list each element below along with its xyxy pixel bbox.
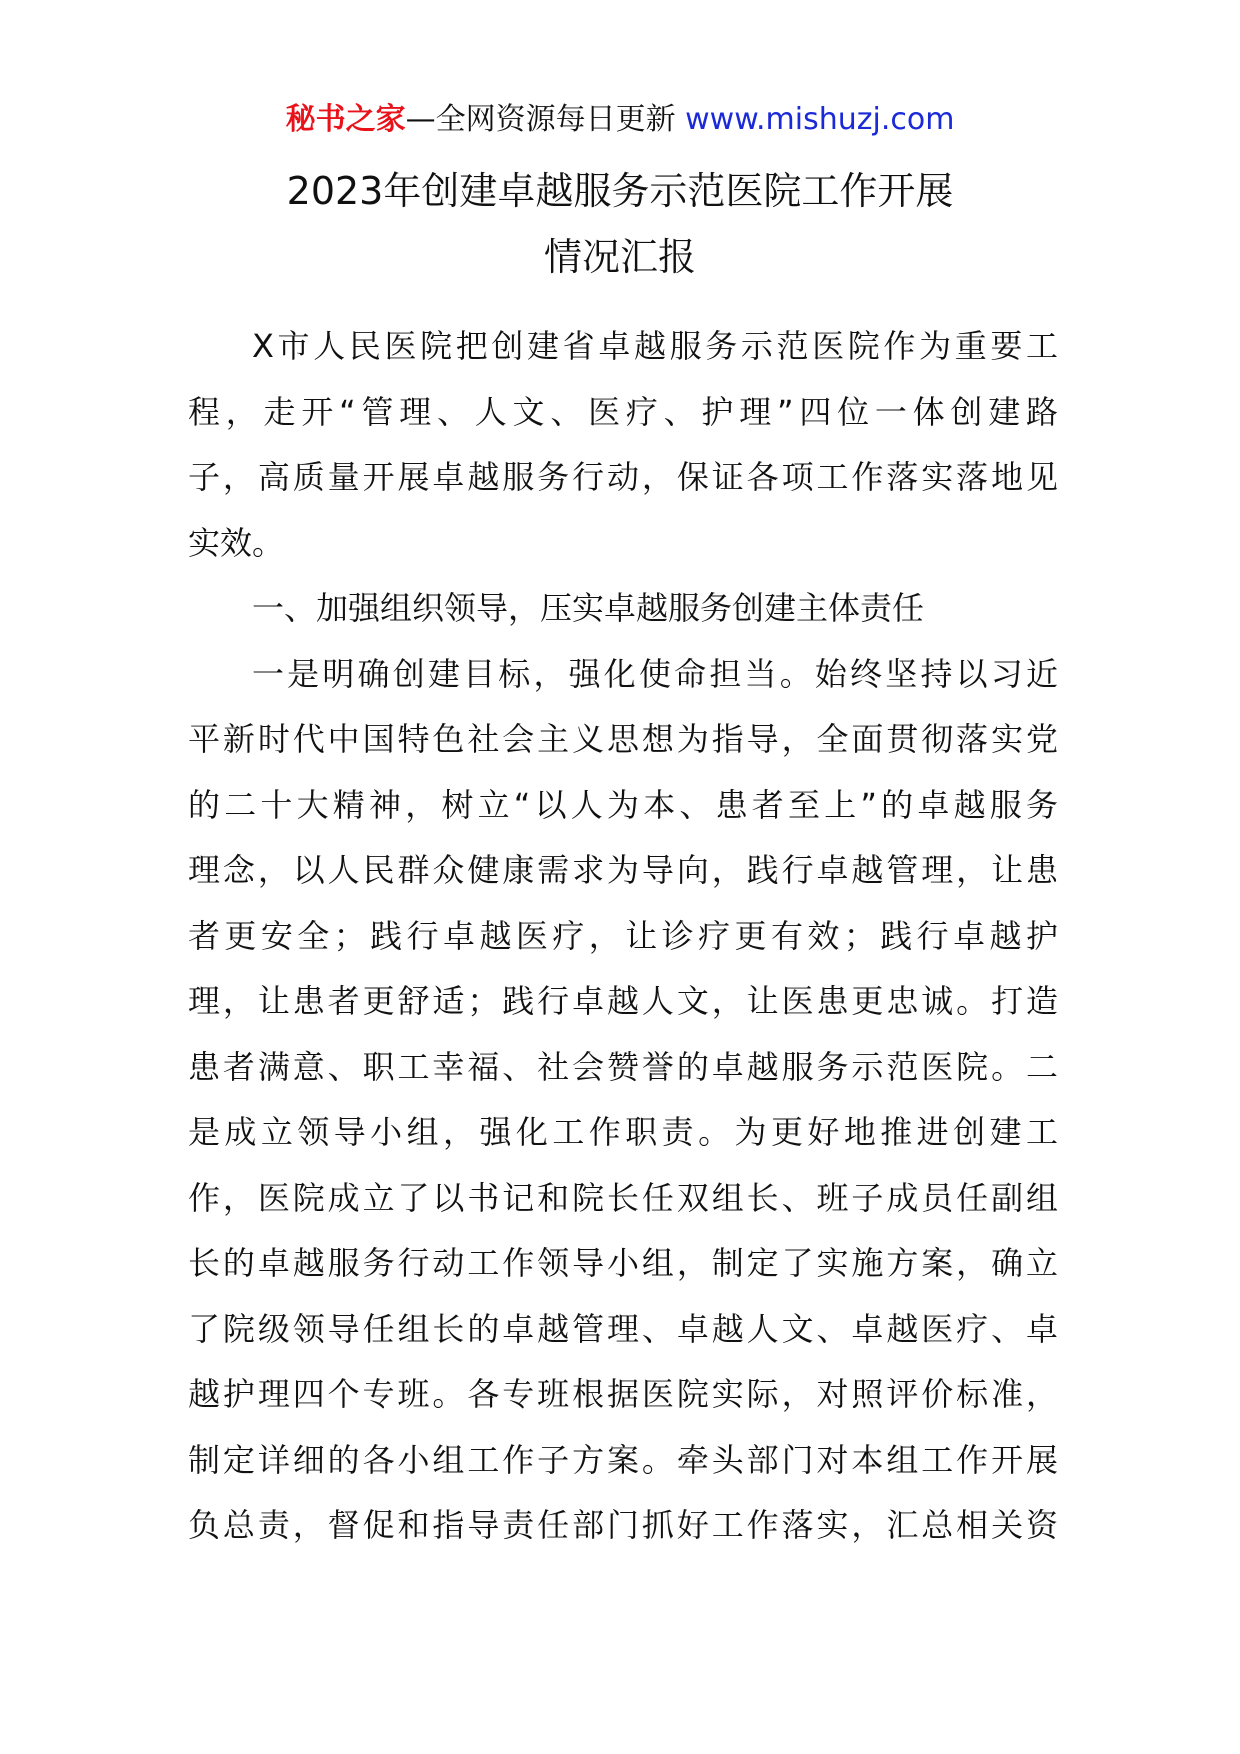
body-text-line: 越护理四个专班。各专班根据医院实际，对照评价标准， (188, 1375, 1058, 1413)
body-text-line: 是成立领导小组，强化工作职责。为更好地推进创建工 (188, 1113, 1058, 1151)
body-text-line: 者更安全；践行卓越医疗，让诊疗更有效；践行卓越护 (188, 916, 1058, 955)
document-title-line-1: 2023年创建卓越服务示范医院工作开展 (286, 169, 954, 213)
brand-name: 秘书之家 (285, 102, 406, 137)
document-title-line-2: 情况汇报 (543, 235, 696, 279)
body-text-line: 患者满意、职工幸福、社会赞誉的卓越服务示范医院。二 (188, 1047, 1058, 1086)
site-url-link[interactable]: www.mishuzj.com (685, 102, 955, 137)
body-text-line: 理念，以人民群众健康需求为导向，践行卓越管理，让患 (188, 851, 1058, 889)
header-tagline: —全网资源每日更新 (405, 102, 676, 137)
document-body (188, 314, 1058, 1559)
body-text-line: 子，高质量开展卓越服务行动，保证各项工作落实落地见 (188, 458, 1058, 496)
body-text-line: 负总责，督促和指导责任部门抓好工作落实，汇总相关资 (188, 1506, 1058, 1544)
body-text-line: 一是明确创建目标，强化使命担当。始终坚持以习近 (252, 654, 1058, 693)
body-text-line: X市人民医院把创建省卓越服务示范医院作为重要工 (252, 327, 1058, 365)
body-text-line: 程，走开“管理、人文、医疗、护理”四位一体创建路 (188, 392, 1058, 431)
body-text-line: 长的卓越服务行动工作领导小组，制定了实施方案，确立 (188, 1244, 1058, 1282)
body-text-line: 了院级领导任组长的卓越管理、卓越人文、卓越医疗、卓 (188, 1309, 1058, 1348)
body-text-line: 一、加强组织领导，压实卓越服务创建主体责任 (252, 589, 925, 627)
body-text-line: 的二十大精神，树立“以人为本、患者至上”的卓越服务 (188, 785, 1058, 824)
body-text-line: 平新时代中国特色社会主义思想为指导，全面贯彻落实党 (188, 720, 1058, 758)
body-text-line: 实效。 (188, 523, 285, 562)
body-text-line: 作，医院成立了以书记和院长任双组长、班子成员任副组 (188, 1178, 1058, 1217)
site-header (0, 100, 1240, 140)
body-text-line: 理，让患者更舒适；践行卓越人文，让医患更忠诚。打造 (188, 982, 1058, 1020)
body-text-line: 制定详细的各小组工作子方案。牵头部门对本组工作开展 (188, 1440, 1058, 1479)
